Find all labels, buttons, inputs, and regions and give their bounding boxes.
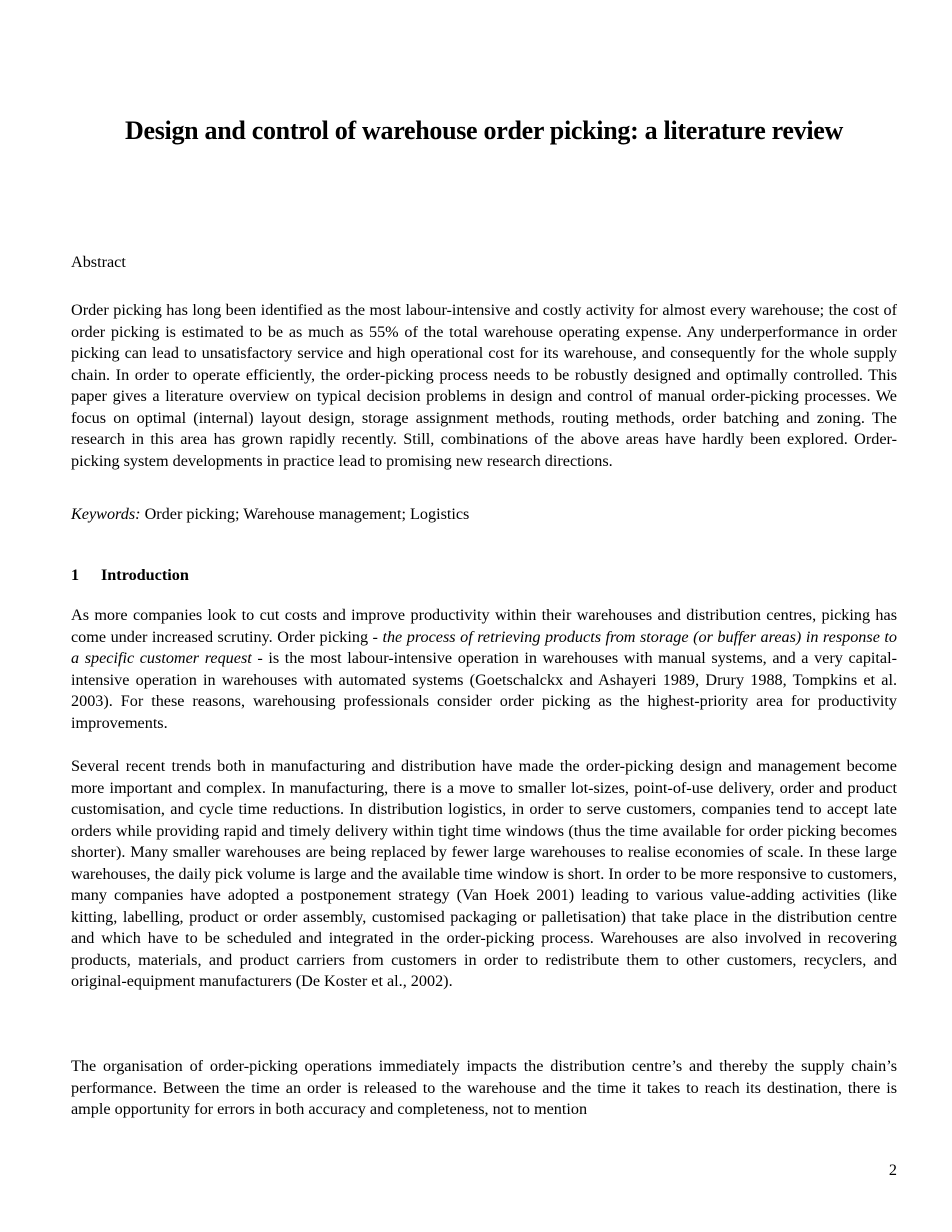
keywords-label: Keywords: [71,505,141,523]
introduction-paragraph-3: The organisation of order-picking operations immediately impacts the distribution centre’s and thereby the supply chain’s performance. Between the time an order is released to the warehouse and the time it takes to reach its destination, there is ample opportunity for errors in both accuracy and completeness, not to mention [71,1057,897,1118]
keywords-text: Order picking; Warehouse management; Logistics [140,505,470,523]
page-number: 2 [888,1161,897,1179]
paragraph-text: - is the most labour-intensive operation in warehouses with manual systems, and a very capital-intensive operation in warehouses with automated systems (Goetschalckx and Ashayeri 1989, Drury 1988, Tompkins et al. 2003). For these reasons, warehousing professionals consider order picking as the highest-priority area for productivity improvements. [71,649,897,732]
section-number: 1 [71,566,80,584]
abstract-text: Order picking has long been identified as the most labour-intensive and costly activity for almost every warehouse; the cost of order picking is estimated to be as much as 55% of the total warehouse operating expense. Any underperformance in order picking can lead to unsatisfactory service and high operational cost for its warehouse, and consequently for the whole supply chain. In order to operate efficiently, the order-picking process needs to be robustly designed and optimally controlled. This paper gives a literature overview on typical decision problems in design and control of manual order-picking processes. We focus on optimal (internal) layout design, storage assignment methods, routing methods, order batching and zoning. The research in this area has grown rapidly recently. Still, combinations of the above areas have hardly been explored. Order-picking system developments in practice lead to promising new research directions. [71,301,897,470]
keywords-line [71,504,897,526]
paper-title: Design and control of warehouse order picking: a literature review [124,116,843,145]
introduction-paragraph-2: Several recent trends both in manufacturing and distribution have made the order-picking design and management become more important and complex. In manufacturing, there is a move to smaller lot-sizes, point-of-use delivery, order and product customisation, and cycle time reductions. In distribution logistics, in order to serve customers, companies tend to accept late orders while providing rapid and timely delivery within tight time windows (thus the time available for order picking becomes shorter). Many smaller warehouses are being replaced by fewer large warehouses to realise economies of scale. In these large warehouses, the daily pick volume is large and the available time window is short. In order to be more responsive to customers, many companies have adopted a postponement strategy (Van Hoek 2001) leading to various value-adding activities (like kitting, labelling, product or order assembly, customised packaging or palletisation) that take place in the distribution centre and which have to be scheduled and integrated in the order-picking process. Warehouses are also involved in recovering products, materials, and product carriers from customers in order to redistribute them to other customers, recyclers, and original-equipment manufacturers (De Koster et al., 2002). [71,757,897,990]
order-picking-definition: the process of retrieving products from storage (or buffer areas) in response to a specific customer request [71,627,897,667]
paragraph-text: As more companies look to cut costs and improve productivity within their warehouses and distribution centres, picking has come under increased scrutiny. Order picking - [71,606,897,646]
introduction-paragraph-1 [71,605,897,734]
abstract-heading: Abstract [71,253,126,271]
section-title: Introduction [101,566,189,584]
section-heading-introduction [71,565,189,587]
